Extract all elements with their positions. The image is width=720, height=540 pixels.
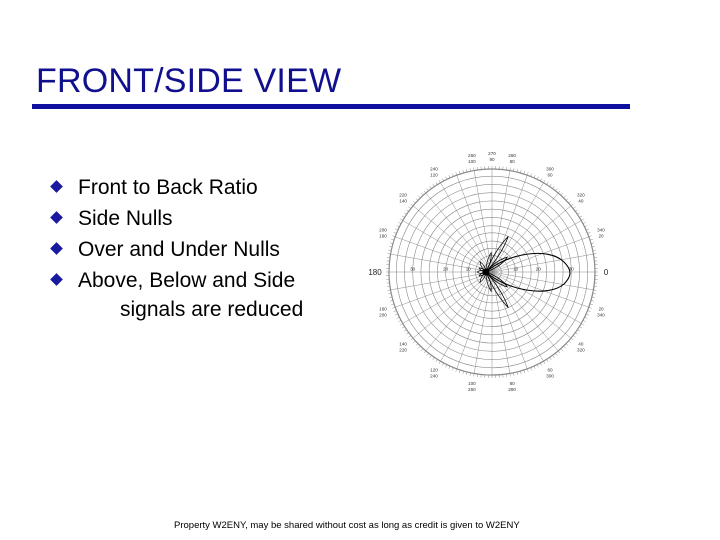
grid-tick [547, 359, 549, 362]
angle-label: 120 [430, 172, 438, 178]
grid-tick [586, 229, 589, 230]
grid-tick [416, 198, 418, 200]
grid-tick [406, 333, 408, 335]
grid-tick [402, 216, 405, 218]
grid-tick [446, 365, 447, 368]
radial-scale-label: 30 [410, 266, 416, 272]
radiation-pattern-plot [362, 138, 630, 406]
grid-tick [413, 201, 415, 203]
grid-tick [566, 198, 568, 200]
grid-tick [404, 330, 406, 332]
grid-tick [579, 216, 582, 218]
grid-tick [581, 324, 584, 326]
angle-label: 20 [598, 233, 604, 239]
grid-tick [544, 180, 546, 183]
angle-label: 200 [379, 312, 387, 318]
label-0: 0 [603, 268, 609, 277]
angle-label: 120 [430, 367, 438, 373]
radial-scale-label: 30 [568, 266, 574, 272]
angle-label: 220 [399, 192, 407, 198]
pattern-center [483, 269, 490, 276]
grid-tick [544, 361, 546, 364]
grid-tick [395, 314, 398, 315]
angle-label: 220 [399, 347, 407, 353]
grid-tick [575, 333, 577, 335]
polar-plot-svg [362, 138, 630, 406]
angle-label: 60 [547, 172, 553, 178]
grid-tick [579, 327, 582, 329]
grid-tick [537, 177, 538, 180]
angle-label: 300 [546, 373, 554, 379]
grid-tick [571, 338, 573, 340]
diamond-bullet-icon [50, 273, 63, 286]
grid-tick [424, 191, 426, 193]
grid-tick [564, 346, 566, 348]
grid-tick [547, 182, 549, 185]
grid-tick [408, 335, 410, 337]
grid-tick [555, 188, 557, 190]
grid-tick [585, 317, 588, 318]
angle-label: 320 [577, 192, 585, 198]
grid-tick [571, 204, 573, 206]
grid-tick [424, 351, 426, 353]
angle-label: 240 [430, 166, 438, 172]
angle-label: 60 [547, 367, 553, 373]
grid-tick [583, 222, 586, 223]
grid-tick [402, 327, 405, 329]
grid-tick [586, 314, 589, 315]
grid-tick [421, 193, 423, 195]
grid-tick [439, 180, 441, 183]
grid-tick [427, 353, 429, 355]
grid-tick [442, 178, 443, 181]
grid-tick [550, 184, 552, 186]
bullet-list [50, 172, 378, 322]
diamond-bullet-icon [50, 242, 63, 255]
grid-tick [561, 193, 563, 195]
angle-label: 280 [508, 152, 516, 158]
bullet-text: Above, Below and Side [78, 269, 296, 292]
label-180: 180 [368, 268, 382, 277]
grid-tick [400, 219, 403, 221]
angle-label: 280 [508, 387, 516, 393]
grid-tick [427, 188, 429, 190]
angle-label: 80 [509, 158, 515, 164]
angle-label: 240 [430, 373, 438, 379]
angle-label: 20 [598, 306, 604, 312]
grid-tick [569, 341, 571, 343]
angle-label: 270 [488, 151, 496, 156]
radial-scale-label: 20 [443, 266, 449, 272]
angle-label: 140 [399, 341, 407, 347]
angle-label: 80 [509, 381, 515, 387]
bullet-text: Front to Back Ratio [78, 176, 258, 199]
grid-tick [413, 341, 415, 343]
grid-tick [416, 344, 418, 346]
grid-tick [436, 359, 438, 362]
grid-tick [581, 219, 584, 221]
grid-tick [397, 317, 400, 318]
angle-label: 320 [577, 347, 585, 353]
angle-label: 160 [379, 306, 387, 312]
grid-tick [534, 175, 535, 178]
grid-tick [553, 186, 555, 188]
grid-tick [404, 213, 406, 215]
angle-label: 140 [399, 198, 407, 204]
angle-label: 260 [468, 152, 476, 158]
grid-tick [436, 182, 438, 185]
diamond-bullet-icon [50, 211, 63, 224]
angle-label: 340 [597, 227, 605, 233]
radial-scale-label: 10 [465, 266, 471, 272]
grid-tick [585, 226, 588, 227]
grid-tick [449, 175, 450, 178]
grid-tick [411, 204, 413, 206]
grid-tick [558, 351, 560, 353]
bullet-item [50, 172, 378, 203]
title-underline [32, 104, 630, 109]
angle-label: 340 [597, 312, 605, 318]
angle-label: 260 [468, 387, 476, 393]
grid-tick [566, 344, 568, 346]
grid-tick [397, 226, 400, 227]
angle-label: 100 [468, 381, 476, 387]
angle-label: 200 [379, 227, 387, 233]
grid-tick [550, 357, 552, 359]
grid-tick [575, 210, 577, 212]
angle-label: 90 [489, 157, 495, 162]
radial-scale-label: 20 [535, 266, 541, 272]
grid-tick [433, 184, 435, 186]
grid-tick [411, 338, 413, 340]
grid-tick [430, 355, 432, 357]
grid-tick [564, 196, 566, 198]
bullet-text: Over and Under Nulls [78, 238, 280, 261]
grid-tick [433, 357, 435, 359]
grid-tick [418, 196, 420, 198]
angle-label: 100 [468, 158, 476, 164]
bullet-item [50, 203, 378, 234]
bullet-item [50, 265, 378, 322]
footer-credit: Property W2ENY, may be shared without cost as long as credit is given to W2ENY [174, 520, 520, 531]
diamond-bullet-icon [50, 180, 63, 193]
grid-tick [569, 201, 571, 203]
grid-tick [406, 210, 408, 212]
slide-title: FRONT/SIDE VIEW [36, 62, 342, 100]
grid-tick [583, 320, 586, 321]
bullet-continuation: signals are reduced [120, 298, 304, 321]
angle-label: 300 [546, 166, 554, 172]
grid-tick [577, 330, 579, 332]
bullet-text: Side Nulls [78, 207, 173, 230]
grid-tick [558, 191, 560, 193]
angle-label: 40 [578, 198, 584, 204]
grid-tick [540, 178, 541, 181]
grid-tick [446, 177, 447, 180]
grid-tick [400, 324, 403, 326]
grid-tick [553, 355, 555, 357]
grid-tick [418, 346, 420, 348]
grid-tick [561, 349, 563, 351]
grid-tick [395, 229, 398, 230]
bullet-item [50, 234, 378, 265]
angle-label: 160 [379, 233, 387, 239]
grid-tick [442, 363, 443, 366]
grid-tick [439, 361, 441, 364]
grid-tick [577, 213, 579, 215]
grid-tick [540, 363, 541, 366]
angle-label: 40 [578, 341, 584, 347]
grid-tick [537, 365, 538, 368]
grid-tick [408, 207, 410, 209]
grid-tick [398, 222, 401, 223]
radial-scale-label: 10 [513, 266, 519, 272]
grid-tick [573, 207, 575, 209]
grid-tick [555, 353, 557, 355]
grid-tick [430, 186, 432, 188]
grid-tick [398, 320, 401, 321]
grid-tick [449, 366, 450, 369]
grid-tick [573, 335, 575, 337]
grid-tick [534, 366, 535, 369]
grid-tick [421, 349, 423, 351]
